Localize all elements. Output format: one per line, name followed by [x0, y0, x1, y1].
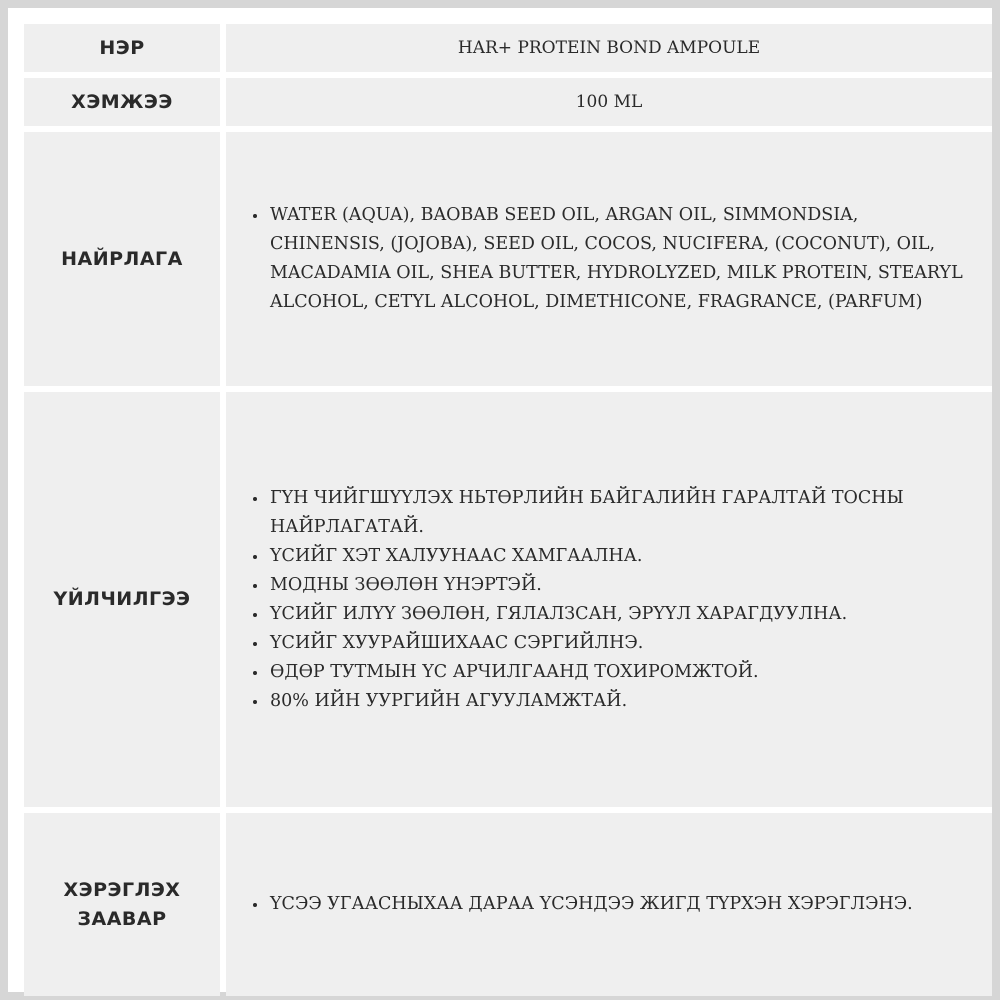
label-ingredients: НАЙРЛАГА [24, 132, 220, 386]
list-item: • ӨДӨР ТУТМЫН ҮС АРЧИЛГААНД ТОХИРОМЖТОЙ. [268, 658, 968, 687]
list-item: • ҮСИЙГ ХЭТ ХАЛУУНААС ХАМГААЛНА. [268, 542, 968, 571]
ingredients-list [226, 201, 992, 317]
usage-list [226, 890, 992, 919]
value-effects [226, 392, 992, 807]
label-usage-line1: ХЭРЭГЛЭХ [63, 878, 181, 901]
list-item: • 80% ИЙН УУРГИЙН АГУУЛАМЖТАЙ. [268, 687, 968, 716]
row-name [24, 24, 992, 72]
list-item: • МОДНЫ ЗӨӨЛӨН ҮНЭРТЭЙ. [268, 571, 968, 600]
label-usage-line2: ЗААВАР [77, 907, 167, 930]
label-name: НЭР [24, 24, 220, 72]
row-effects [24, 392, 992, 807]
value-size: 100 ML [226, 78, 992, 126]
row-usage [24, 813, 992, 996]
effects-list [226, 484, 992, 716]
value-usage [226, 813, 992, 996]
row-ingredients [24, 132, 992, 386]
value-ingredients [226, 132, 992, 386]
label-effects: ҮЙЛЧИЛГЭЭ [24, 392, 220, 807]
list-item: • ҮСИЙГ ХУУРАЙШИХААС СЭРГИЙЛНЭ. [268, 629, 968, 658]
list-item: • ГҮН ЧИЙГШҮҮЛЭХ НЬТӨРЛИЙН БАЙГАЛИЙН ГАРАЛТАЙ ТОСНЫ НАЙРЛАГАТАЙ. [268, 484, 968, 542]
list-item: • ҮСЭЭ УГААСНЫХАА ДАРАА ҮСЭНДЭЭ ЖИГД ТҮРХЭН ХЭРЭГЛЭНЭ. [268, 890, 968, 919]
list-item: • ҮСИЙГ ИЛҮҮ ЗӨӨЛӨН, ГЯЛАЛЗСАН, ЭРҮҮЛ ХАРАГДУУЛНА. [268, 600, 968, 629]
value-name: HAR+ PROTEIN BOND AMPOULE [226, 24, 992, 72]
row-size [24, 78, 992, 126]
list-item: • WATER (AQUA), BAOBAB SEED OIL, ARGAN OIL, SIMMONDSIA, CHINENSIS, (JOJOBA), SEED OIL, COCOS, NUCIFERA, (COCONUT), OIL, MACADAMIA OIL, SHEA BUTTER, HYDROLYZED, MILK PROTEIN, STEARYL ALCOHOL, CETYL ALCOHOL, DIMETHICONE, FRAGRANCE, (PARFUM) [268, 201, 968, 317]
label-size: ХЭМЖЭЭ [24, 78, 220, 126]
label-usage [24, 813, 220, 996]
product-spec-table [18, 18, 998, 1002]
